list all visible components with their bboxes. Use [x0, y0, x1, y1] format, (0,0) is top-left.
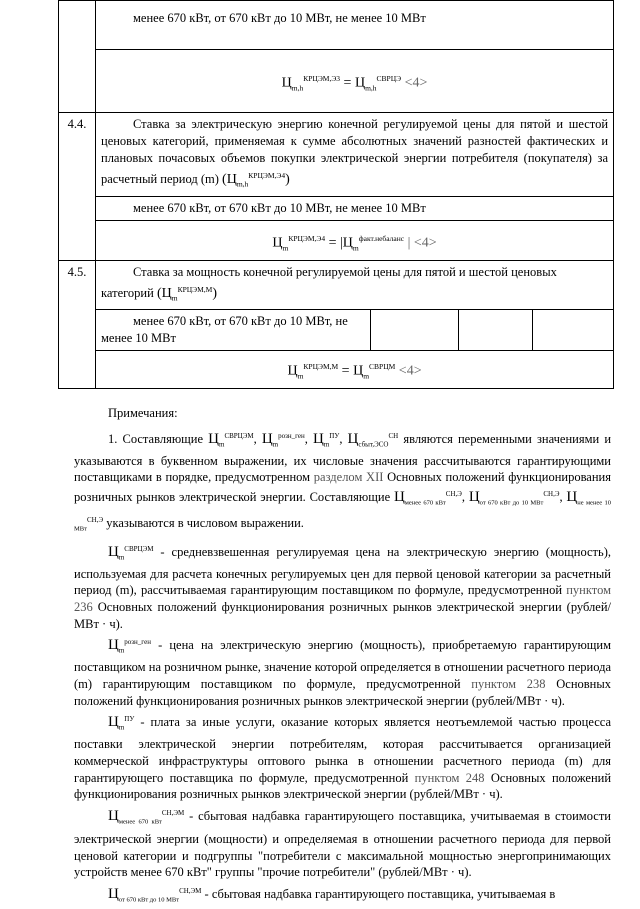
row-number: 4.5.: [59, 260, 96, 388]
empty-cell: [459, 310, 533, 351]
note-definition-pu: $Ц_m^{ПУ}$ - плата за иные услуги, оказание которых является неотъемлемой частью процесса поставки электрической энергии потребителям, которая рассчитывается организацией коммерческой инфраструктуры оптового рынка в отношении расчетного периода (m) для гарантирующего поставщика по формуле, предусмотренной пунктом 248 Основных положений функционирования розничных рынков электрической энергии (рублей/МВт · ч).: [74, 714, 612, 802]
table-row: [59, 351, 614, 388]
row-45-text: Ставка за мощность конечной регулируемой цены для пятой и шестой ценовых категорий $(Ц_m^{КРЦЭМ,М})$: [96, 260, 614, 310]
row-44-text: Ставка за электрическую энергию конечной регулируемой цены для пятой и шестой ценовых категорий, применяемая к сумме абсолютных значений разностей фактических и плановых почасовых объемов покупки электрической энергии потребителя (покупателя) за расчетный период (m) $(Ц_{m,h}^{КРЦЭМ,Э4})$: [96, 113, 614, 197]
note-definition-sn-670-10: $Ц_{от 670 кВт до 10 МВт}^{СН,ЭМ}$ - сбытовая надбавка гарантирующего поставщика, учитываемая в: [108, 886, 556, 904]
row-44-formula: $Ц_m^{КРЦЭМ,Э4} = |Ц_m^{факт.небаланс}$ | <4>: [96, 220, 614, 260]
table-row: [59, 1, 614, 50]
table-row: [59, 196, 614, 220]
note-definition-svrcem: $Ц_m^{СВРЦЭМ}$ - средневзвешенная регулируемая цена на электрическую энергию (мощность), используемая для расчета конечных регулируемых цен для первой ценовой категории за расчетный период (m), рассчитываемая гарантирующим поставщиком по формуле, предусмотренной пунктом 236 Основных положений функционирования розничных рынков электрической энергии (рублей/МВт · ч).: [74, 543, 612, 631]
row-number: 4.4.: [59, 113, 96, 261]
row-number-cell: [59, 1, 96, 113]
row-45-formula: $Ц_m^{КРЦЭМ,М} = Ц_m^{СВРЦМ} <4>$: [96, 351, 614, 388]
link-punkt-236[interactable]: пунктом 236: [74, 583, 611, 614]
table-row: [59, 220, 614, 260]
link-punkt-238[interactable]: пунктом 238: [471, 677, 546, 691]
table-row: [59, 260, 614, 310]
note-paragraph-1: 1. Составляющие $Ц_m^{СВРЦЭМ}$, $Ц_m^{розн\_ген}$, $Ц_m^{ПУ}$, $Ц_{сбыт,ЭСО}^{СН}$ являются переменными значениями и указываются в буквенном выражении, их числовые значения рассчитываются гарантирующими поставщиками в порядке, предусмотренном разделом XII Основных положений функционирования розничных рынков электрической энергии. Составляющие $Ц_{менее 670 кВт}^{СН,Э}$, $Ц_{от 670 кВт до 10 МВт}^{СН,Э}$, $Ц_{не менее 10 МВт}^{СН,Э}$ указываются в числовом выражении.: [74, 430, 612, 533]
empty-cell: [371, 310, 459, 351]
link-section-xii[interactable]: разделом XII: [313, 470, 384, 485]
row-45-subtext: менее 670 кВт, от 670 кВт до 10 МВт, не менее 10 МВт: [96, 310, 371, 351]
table-row: [59, 310, 614, 351]
table-row: [59, 50, 614, 113]
row-top-text: менее 670 кВт, от 670 кВт до 10 МВт, не менее 10 МВт: [96, 1, 614, 50]
link-punkt-248[interactable]: пунктом 248: [414, 770, 485, 785]
notes-section: [74, 405, 611, 909]
tariff-table: [58, 0, 613, 389]
note-definition-rozn-gen: $Ц_m^{розн\_ген}$ - цена на электрическую энергию (мощность), приобретаемую гарантирующим поставщиком на розничном рынке, значение которой определяется в отношении расчетного периода (m) гарантирующим поставщиком по формуле, предусмотренной пунктом 238 Основных положений функционирования розничных рынков электрической энергии (рублей/МВт · ч).: [74, 637, 612, 708]
table-row: [59, 113, 614, 197]
note-definition-sn-less-670: $Ц_{менее 670 кВт}^{СН,ЭМ}$ - сбытовая надбавка гарантирующего поставщика, учитываемая в стоимости электрической энергии (мощности) и определяемая в отношении расчетного периода для первой ценовой категории и подгруппы "потребители с максимальной мощностью энергопринимающих устройств менее 670 кВт" группы "прочие потребители" (рублей/МВт · ч).: [74, 807, 611, 880]
row-top-formula: $Ц_{m,h}^{КРЦЭМ,Э3} = Ц_{m,h}^{СВРЦЭ} <4>$: [96, 50, 614, 113]
row-44-subtext: менее 670 кВт, от 670 кВт до 10 МВт, не менее 10 МВт: [96, 196, 614, 220]
empty-cell: [533, 310, 614, 351]
notes-heading: Примечания:: [108, 406, 178, 420]
